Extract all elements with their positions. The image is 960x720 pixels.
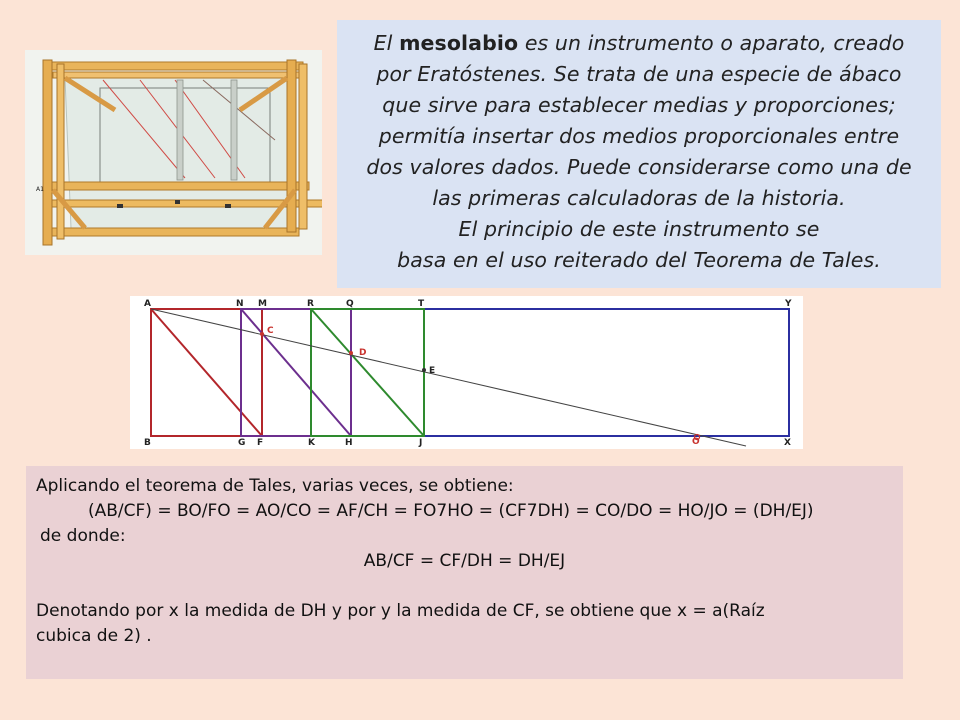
- label-a: A: [144, 299, 151, 309]
- description-line-8: basa en el uso reiterado del Teorema de Tales.: [397, 248, 881, 272]
- label-n: N: [236, 299, 244, 309]
- photo-label: A1: [36, 186, 44, 193]
- description-keyword: mesolabio: [399, 31, 519, 55]
- description-intro: El: [373, 31, 400, 55]
- purple-diagonal: [241, 309, 351, 436]
- label-x: X: [784, 438, 791, 448]
- description-line-7: El principio de este instrumento se: [458, 217, 820, 241]
- formula-line-4: AB/CF = CF/DH = DH/EJ: [363, 551, 566, 571]
- label-r: R: [307, 299, 314, 309]
- point-d: [349, 351, 353, 355]
- red-diagonal: [151, 309, 262, 436]
- label-f: F: [257, 438, 264, 448]
- description-line-6: las primeras calculadoras de la historia.: [432, 186, 846, 210]
- description-line-2: por Eratóstenes. Se trata de una especie de ábaco: [376, 62, 902, 86]
- description-line-4: permitía insertar dos medios proporcionales entre: [378, 124, 900, 148]
- label-g: G: [238, 438, 246, 448]
- label-q: Q: [346, 299, 354, 309]
- point-e: [422, 368, 426, 372]
- green-diagonal: [311, 309, 424, 436]
- formula-spacer: [36, 574, 893, 599]
- label-b: B: [144, 438, 151, 448]
- label-k: K: [308, 438, 315, 448]
- label-y: Y: [785, 299, 792, 309]
- mesolabio-photo-drawing: [25, 50, 322, 255]
- formula-line-3: de donde:: [40, 526, 126, 546]
- formula-line-2: (AB/CF) = BO/FO = AO/CO = AF/CH = FO7HO = (CF7DH) = CO/DO = HO/JO = (DH/EJ): [88, 501, 814, 521]
- label-m: M: [258, 299, 267, 309]
- description-line-5: dos valores dados. Puede considerarse como una de: [366, 155, 912, 179]
- formula-line-1: Aplicando el teorema de Tales, varias veces, se obtiene:: [36, 476, 514, 496]
- description-box: [337, 20, 941, 288]
- label-e: E: [429, 366, 436, 376]
- formula-line-5: Denotando por x la medida de DH y por y la medida de CF, se obtiene que x = a(Raíz: [36, 601, 765, 621]
- outer-rectangle: [151, 309, 789, 436]
- diagram-svg: [130, 296, 803, 449]
- label-j: J: [419, 438, 423, 448]
- description-line-1: [347, 28, 931, 59]
- label-t: T: [418, 299, 425, 309]
- label-c: C: [267, 326, 274, 336]
- label-h: H: [345, 438, 353, 448]
- label-o: O: [692, 437, 700, 447]
- formula-box: [26, 466, 903, 679]
- point-c: [260, 332, 264, 336]
- formula-line-6: cubica de 2) .: [36, 626, 152, 646]
- label-d: D: [359, 348, 367, 358]
- description-line-3: que sirve para establecer medias y proporciones;: [382, 93, 896, 117]
- mesolabio-photo: [25, 50, 322, 255]
- description-line1-rest: es un instrumento o aparato, creado: [518, 31, 905, 55]
- mesolabio-diagram: [130, 296, 803, 449]
